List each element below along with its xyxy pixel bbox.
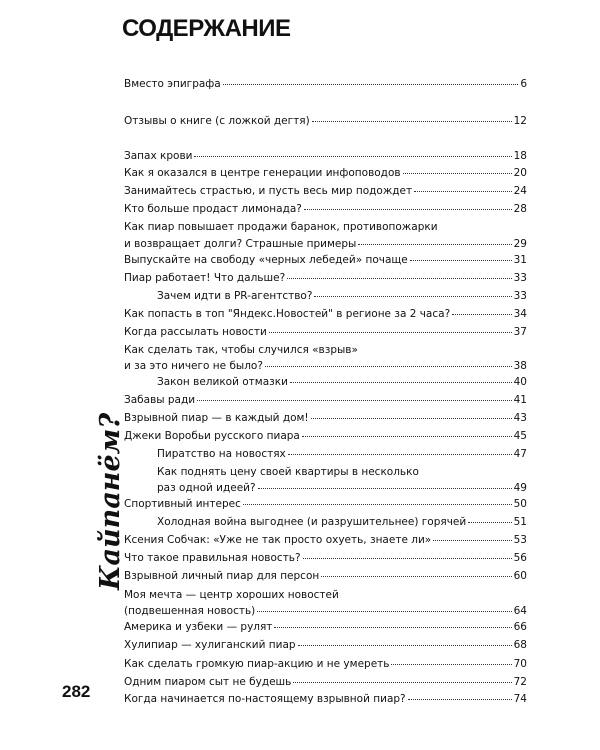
toc-entry [124, 620, 527, 634]
toc-entry-title: Зачем идти в PR-агентство? [157, 290, 313, 302]
toc-entry-page: 28 [513, 203, 527, 215]
dot-leader [288, 454, 512, 455]
toc-entry-title: Вместо эпиграфа [124, 78, 221, 90]
dot-leader [303, 558, 512, 559]
toc-entry-page: 74 [513, 693, 527, 705]
toc-entry [124, 533, 527, 547]
toc-entry [124, 114, 527, 128]
dot-leader [194, 156, 511, 157]
toc-entry-page: 64 [513, 605, 527, 617]
dot-leader [274, 627, 511, 628]
toc-entry-title: Спортивный интерес [124, 498, 241, 510]
toc-entry-page: 68 [513, 639, 527, 651]
toc-entry-title: Одним пиаром сыт не будешь [124, 676, 292, 688]
toc-entry-page: 38 [513, 360, 527, 372]
toc-entry-title: Как я оказался в центре генерации инфоповодов [124, 167, 401, 179]
toc-entry-page: 34 [513, 308, 527, 320]
toc-subentry [157, 447, 527, 461]
toc-entry [124, 588, 527, 618]
page-title: СОДЕРЖАНИЕ [122, 15, 291, 42]
toc-entry-page: 20 [513, 167, 527, 179]
toc-entry-page: 33 [513, 272, 527, 284]
toc-entry [124, 429, 527, 443]
toc-entry-page: 51 [513, 516, 527, 528]
toc-entry-title: Пиратство на новостях [157, 448, 286, 460]
dot-leader [314, 296, 511, 297]
dot-leader [298, 645, 512, 646]
dot-leader [321, 576, 511, 577]
toc-entry-page: 53 [513, 534, 527, 546]
toc-entry [124, 184, 527, 198]
toc-entry [124, 307, 527, 321]
toc-entry-title: Запах крови [124, 150, 193, 162]
toc-entry-title: Моя мечта — центр хороших новостей [124, 589, 339, 601]
toc-entry-page: 6 [520, 78, 527, 90]
toc-entry [124, 271, 527, 285]
toc-entry-title: Хулипиар — хулиганский пиар [124, 639, 296, 651]
dot-leader [293, 682, 511, 683]
running-head-vertical: Кайпанём? [95, 412, 126, 590]
toc-entry-page: 24 [513, 185, 527, 197]
toc-entry-title: Взрывной личный пиар для персон [124, 570, 320, 582]
toc-entry-page: 37 [513, 326, 527, 338]
dot-leader [433, 540, 511, 541]
toc-entry-page: 70 [513, 658, 527, 670]
dot-leader [269, 332, 512, 333]
toc-subentry [157, 515, 527, 529]
toc-subentry [157, 375, 527, 389]
dot-leader [265, 366, 512, 367]
toc-entry-page: 31 [513, 254, 527, 266]
toc-entry [124, 638, 527, 652]
toc-entry [124, 343, 527, 373]
toc-entry-page: 60 [513, 570, 527, 582]
toc-entry-title: Занимайтесь страстью, и пусть весь мир подождет [124, 185, 413, 197]
page-number: 282 [62, 682, 91, 701]
dot-leader [311, 418, 512, 419]
toc-entry-page: 18 [513, 150, 527, 162]
dot-leader [403, 173, 512, 174]
toc-entry-title: Холодная война выгоднее (и разрушительнее) горячей [157, 516, 467, 528]
toc-entry-page: 29 [513, 238, 527, 250]
toc-entry-title: Кто больше продаст лимонада? [124, 203, 302, 215]
toc-entry-title: Выпускайте на свободу «черных лебедей» почаще [124, 254, 408, 266]
dot-leader [257, 611, 511, 612]
toc-entry-title: Как сделать так, чтобы случился «взрыв» [124, 344, 358, 356]
toc-entry [124, 692, 527, 706]
toc-entry-page: 72 [513, 676, 527, 688]
toc-entry [124, 551, 527, 565]
toc-entry [124, 657, 527, 671]
toc-entry-page: 66 [513, 621, 527, 633]
toc-entry-title-cont: и за это ничего не было? [124, 360, 263, 372]
dot-leader [290, 382, 512, 383]
dot-leader [302, 436, 512, 437]
toc-entry-title: Когда начинается по-настоящему взрывной пиар? [124, 693, 406, 705]
dot-leader [312, 121, 512, 122]
dot-leader [391, 664, 511, 665]
toc-entry [124, 253, 527, 267]
toc-entry-page: 33 [513, 290, 527, 302]
toc-entry-title: Ксения Собчак: «Уже не так просто охуеть, знаете ли» [124, 534, 432, 546]
toc-entry [124, 220, 527, 251]
dot-leader [358, 244, 511, 245]
toc-entry-page: 40 [513, 376, 527, 388]
toc-entry [124, 77, 527, 91]
toc-entry-page: 49 [513, 482, 527, 494]
toc-entry-page: 43 [513, 412, 527, 424]
toc-entry-title: Джеки Воробьи русского пиара [124, 430, 300, 442]
toc-entry [124, 569, 527, 583]
toc-entry [124, 675, 527, 689]
toc-entry-title: Как сделать громкую пиар-акцию и не умереть [124, 658, 390, 670]
dot-leader [223, 84, 519, 85]
toc-entry [124, 202, 527, 216]
dot-leader [410, 260, 512, 261]
dot-leader [243, 504, 512, 505]
dot-leader [287, 278, 511, 279]
toc-entry-page: 41 [513, 394, 527, 406]
toc-entry-page: 45 [513, 430, 527, 442]
toc-entry [124, 497, 527, 511]
toc-entry-title: Как пиар повышает продажи баранок, противопожарки [124, 221, 438, 233]
toc-entry [124, 166, 527, 180]
toc-entry-page: 56 [513, 552, 527, 564]
toc-entry-title: Закон великой отмазки [157, 376, 288, 388]
toc-entry [124, 149, 527, 163]
toc-entry [124, 393, 527, 407]
dot-leader [304, 209, 512, 210]
toc-entry-title: Когда рассылать новости [124, 326, 267, 338]
toc-entry-page: 47 [513, 448, 527, 460]
toc-entry-title: Отзывы о книге (с ложкой дегтя) [124, 115, 310, 127]
toc-entry [124, 325, 527, 339]
toc-entry-title: Забавы ради [124, 394, 196, 406]
dot-leader [197, 400, 512, 401]
toc-entry-title: Америка и узбеки — рулят [124, 621, 273, 633]
dot-leader [468, 522, 511, 523]
toc-entry-page: 12 [513, 115, 527, 127]
toc-entry-title: Пиар работает! Что дальше? [124, 272, 286, 284]
dot-leader [258, 488, 512, 489]
toc-entry-title: Взрывной пиар — в каждый дом! [124, 412, 309, 424]
toc-entry [124, 411, 527, 425]
toc-entry-title: Как попасть в топ "Яндекс.Новостей" в регионе за 2 часа? [124, 308, 451, 320]
toc-entry-title: Как поднять цену своей квартиры в несколько [157, 466, 419, 478]
toc-entry-title-cont: и возвращает долги? Страшные примеры [124, 238, 357, 250]
dot-leader [408, 699, 512, 700]
toc-entry-title-cont: раз одной идеей? [157, 482, 256, 494]
dot-leader [414, 191, 512, 192]
toc-subentry [157, 465, 527, 495]
toc-subentry [157, 289, 527, 303]
toc-entry-title: Что такое правильная новость? [124, 552, 301, 564]
toc-entry-page: 50 [513, 498, 527, 510]
toc-entry-title-cont: (подвешенная новость) [124, 605, 256, 617]
dot-leader [452, 314, 511, 315]
